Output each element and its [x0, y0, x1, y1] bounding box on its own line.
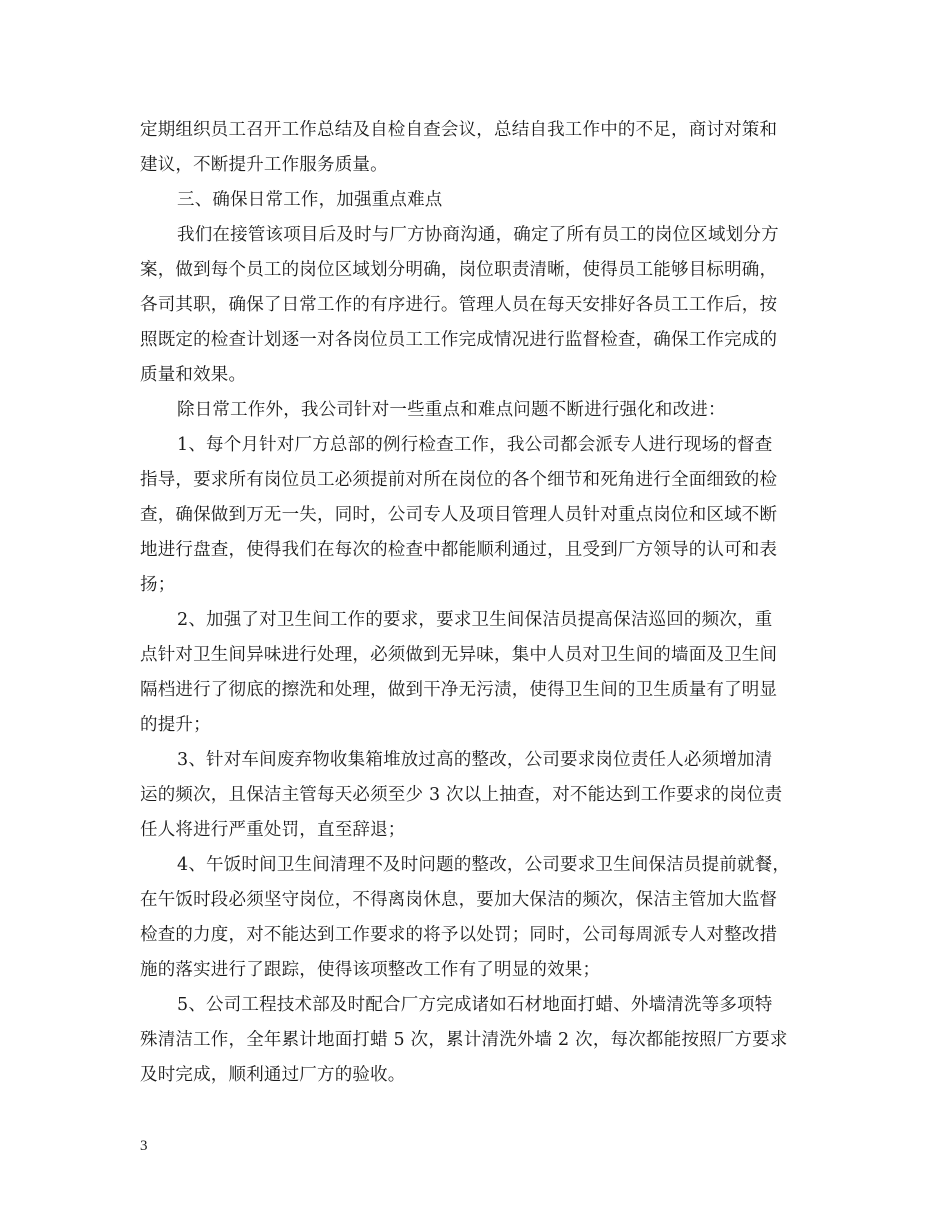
text-line: 照既定的检查计划逐一对各岗位员工工作完成情况进行监督检查，确保工作完成的: [140, 330, 778, 350]
text-line: 我们在接管该项目后及时与厂方协商沟通，确定了所有员工的岗位区域划分方: [177, 225, 779, 245]
list-item-2: 2、加强了对卫生间工作的要求，要求卫生间保洁员提高保洁巡回的频次，重: [177, 610, 773, 630]
page-number: 3: [140, 1138, 148, 1154]
text-line: 地进行盘查，使得我们在每次的检查中都能顺利通过，且受到厂方领导的认可和表: [140, 540, 778, 560]
text-line: 案，做到每个员工的岗位区域划分明确，岗位职责清晰，使得员工能够目标明确，: [140, 260, 778, 280]
text-line: 查，确保做到万无一失，同时，公司专人及项目管理人员针对重点岗位和区域不断: [140, 505, 778, 525]
text-line: 质量和效果。: [140, 365, 247, 385]
text-line: 指导，要求所有岗位员工必须提前对所在岗位的各个细节和死角进行全面细致的检: [140, 470, 778, 490]
section-heading: 三、确保日常工作，加强重点难点: [177, 190, 443, 210]
text-line: 的提升；: [140, 715, 211, 735]
text-line: 除日常工作外，我公司针对一些重点和难点问题不断进行强化和改进：: [177, 400, 726, 420]
text-line: 检查的力度，对不能达到工作要求的将予以处罚；同时，公司每周派专人对整改措: [140, 925, 778, 945]
text-line: 建议，不断提升工作服务质量。: [140, 155, 388, 175]
text-line: 各司其职，确保了日常工作的有序进行。管理人员在每天安排好各员工工作后，按: [140, 295, 778, 315]
list-item-3: 3、针对车间废弃物收集箱堆放过高的整改，公司要求岗位责任人必须增加清: [177, 750, 773, 770]
text-line: 运的频次，且保洁主管每天必须至少 3 次以上抽查，对不能达到工作要求的岗位责: [140, 785, 783, 805]
text-line: 施的落实进行了跟踪，使得该项整改工作有了明显的效果；: [140, 960, 601, 980]
text-line: 任人将进行严重处罚，直至辞退；: [140, 820, 406, 840]
text-line: 定期组织员工召开工作总结及自检自查会议，总结自我工作中的不足，商讨对策和: [140, 120, 778, 140]
text-line: 及时完成，顺利通过厂方的验收。: [140, 1065, 406, 1085]
text-line: 隔档进行了彻底的擦洗和处理，做到干净无污渍，使得卫生间的卫生质量有了明显: [140, 680, 778, 700]
list-item-1: 1、每个月针对厂方总部的例行检查工作，我公司都会派专人进行现场的督查: [177, 435, 773, 455]
list-item-4: 4、午饭时间卫生间清理不及时问题的整改，公司要求卫生间保洁员提前就餐，: [177, 855, 791, 875]
text-line: 殊清洁工作，全年累计地面打蜡 5 次，累计清洗外墙 2 次，每次都能按照厂方要求: [140, 1030, 788, 1050]
list-item-5: 5、公司工程技术部及时配合厂方完成诸如石材地面打蜡、外墙清洗等多项特: [177, 995, 773, 1015]
text-line: 在午饭时段必须坚守岗位，不得离岗休息，要加大保洁的频次，保洁主管加大监督: [140, 890, 778, 910]
text-line: 扬；: [140, 575, 176, 595]
text-line: 点针对卫生间异味进行处理，必须做到无异味，集中人员对卫生间的墙面及卫生间: [140, 645, 778, 665]
